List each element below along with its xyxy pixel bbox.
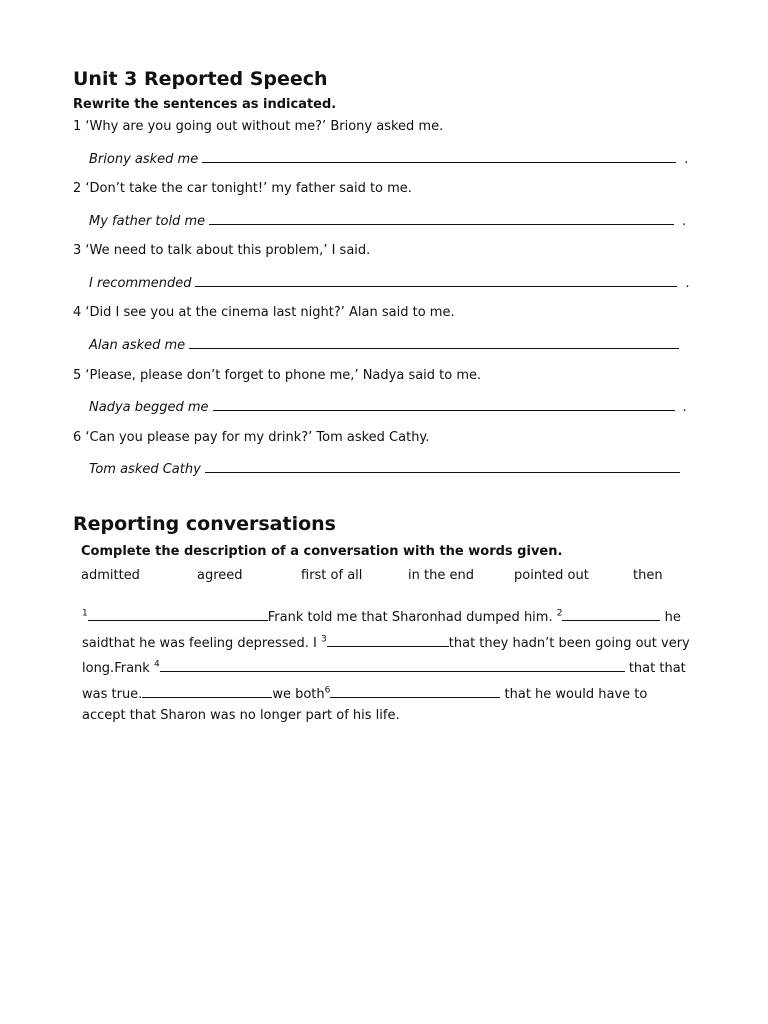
gap-number-3: 3 bbox=[321, 634, 327, 645]
page-title: Unit 3 Reported Speech bbox=[73, 68, 328, 90]
paragraph-text: long.Frank bbox=[82, 661, 150, 676]
instructions: Rewrite the sentences as indicated. bbox=[73, 97, 337, 112]
word-bank-item: admitted bbox=[81, 568, 140, 583]
gap-blank-2[interactable] bbox=[562, 608, 660, 621]
gap-blank-6[interactable] bbox=[330, 685, 500, 698]
answer-lead-2: My father told me bbox=[89, 214, 206, 229]
answer-end-3: . bbox=[685, 276, 690, 291]
word-bank-item: then bbox=[633, 568, 663, 583]
gap-number-6: 6 bbox=[324, 685, 331, 696]
answer-blank-5[interactable] bbox=[213, 398, 675, 411]
answer-end-1: . bbox=[684, 152, 689, 167]
paragraph-text: that he would have to bbox=[504, 687, 648, 702]
paragraph-line-1 bbox=[82, 608, 681, 625]
question-prompt-5: 5 ‘Please, please don’t forget to phone me,’ Nadya said to me. bbox=[73, 368, 482, 383]
paragraph-text: accept that Sharon was no longer part of his life. bbox=[82, 708, 400, 723]
gap-blank-5[interactable] bbox=[142, 685, 272, 698]
paragraph-text: he bbox=[664, 610, 681, 625]
gap-blank-1[interactable] bbox=[88, 608, 268, 621]
paragraph-text: that that bbox=[628, 661, 686, 676]
answer-blank-4[interactable] bbox=[189, 336, 679, 349]
paragraph-line-5 bbox=[82, 708, 400, 723]
answer-row-1 bbox=[89, 150, 689, 168]
question-prompt-4: 4 ‘Did I see you at the cinema last night?’ Alan said to me. bbox=[73, 305, 455, 320]
answer-row-6 bbox=[89, 460, 689, 478]
section-title: Reporting conversations bbox=[73, 513, 336, 535]
gap-number-4: 4 bbox=[153, 659, 160, 670]
answer-blank-1[interactable] bbox=[202, 150, 676, 163]
paragraph-text: Frank told me that Sharonhad dumped him. bbox=[267, 610, 553, 625]
gap-number-2: 2 bbox=[556, 608, 563, 619]
answer-blank-2[interactable] bbox=[209, 212, 674, 225]
paragraph-line-3 bbox=[82, 659, 686, 676]
word-bank-item: in the end bbox=[408, 568, 474, 583]
answer-lead-4: Alan asked me bbox=[89, 338, 186, 353]
word-bank-item: pointed out bbox=[514, 568, 589, 583]
answer-blank-3[interactable] bbox=[195, 274, 677, 287]
answer-row-3 bbox=[89, 274, 689, 292]
word-bank-item: agreed bbox=[197, 568, 243, 583]
gap-blank-4[interactable] bbox=[160, 659, 625, 672]
section-instructions: Complete the description of a conversation with the words given. bbox=[81, 544, 563, 559]
paragraph-text: was true. bbox=[82, 687, 143, 702]
question-prompt-2: 2 ‘Don’t take the car tonight!’ my father said to me. bbox=[73, 181, 412, 196]
answer-blank-6[interactable] bbox=[205, 460, 680, 473]
answer-row-4 bbox=[89, 336, 689, 354]
question-prompt-6: 6 ‘Can you please pay for my drink?’ Tom asked Cathy. bbox=[73, 430, 430, 445]
answer-end-2: . bbox=[682, 214, 687, 229]
paragraph-text: that they hadn’t been going out very bbox=[448, 636, 690, 651]
answer-row-2 bbox=[89, 212, 689, 230]
gap-blank-3[interactable] bbox=[327, 634, 449, 647]
paragraph-text: we both bbox=[272, 687, 325, 702]
question-prompt-3: 3 ‘We need to talk about this problem,’ I said. bbox=[73, 243, 371, 258]
paragraph-line-2 bbox=[82, 634, 690, 651]
answer-lead-6: Tom asked Cathy bbox=[89, 462, 201, 477]
answer-end-5: . bbox=[682, 400, 687, 415]
answer-lead-5: Nadya begged me bbox=[89, 400, 209, 415]
answer-row-5 bbox=[89, 398, 689, 416]
answer-lead-3: I recommended bbox=[89, 276, 192, 291]
question-prompt-1: 1 ‘Why are you going out without me?’ Briony asked me. bbox=[73, 119, 444, 134]
answer-lead-1: Briony asked me bbox=[89, 152, 199, 167]
word-bank-item: first of all bbox=[301, 568, 363, 583]
gap-number-1: 1 bbox=[82, 608, 88, 619]
paragraph-line-4 bbox=[82, 685, 647, 702]
paragraph-text: saidthat he was feeling depressed. I bbox=[82, 636, 317, 651]
